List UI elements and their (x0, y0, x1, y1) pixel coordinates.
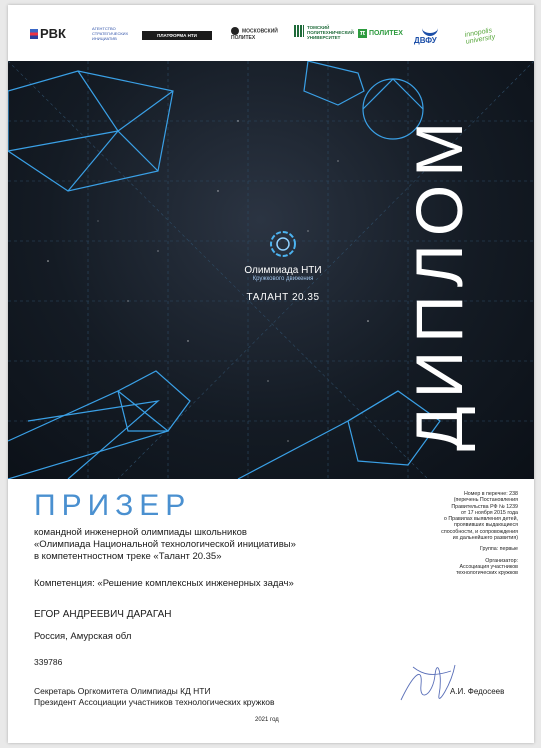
tpu-logo (294, 25, 356, 40)
side-info-org: технологических кружков (456, 570, 518, 577)
award-line-2: «Олимпиада Национальной технологической инициативы» (34, 539, 296, 550)
side-info-org-label: Организатор: (485, 557, 518, 564)
diploma-title: ДИПЛОМ (402, 113, 476, 451)
award-line-3: в компетентностном треке «Талант 20.35» (34, 551, 222, 562)
innopolis-logo: innopolis university (464, 27, 496, 46)
signature-line-2: Президент Ассоциации участников технологических кружков (34, 697, 275, 707)
side-info-line: от 17 ноября 2015 года (460, 509, 518, 516)
circle-icon (231, 27, 239, 35)
mospolytech-logo-text: МОСКОВСКИЙ ПОЛИТЕХ (231, 28, 278, 41)
diploma-page (8, 5, 534, 743)
polytech-logo (358, 29, 403, 38)
mospolytech-logo (231, 27, 291, 41)
rvk-logo (30, 27, 66, 40)
side-info-line: Правительства РФ № 1239 (451, 503, 518, 510)
pi-icon: π (359, 30, 366, 37)
logo-bar (8, 5, 534, 61)
track-name: ТАЛАНТ 20.35 (246, 292, 320, 303)
award-line-1: командной инженерной олимпиады школьников (34, 527, 247, 538)
side-info-line: проявивших выдающиеся (454, 522, 518, 529)
olympiad-name: Олимпиада НТИ (244, 265, 322, 276)
dvfu-logo-text: ДВФУ (414, 36, 437, 45)
geometric-shapes (8, 61, 440, 479)
side-info-line: их дальнейшего развития) (452, 535, 518, 542)
tpu-emblem-icon (294, 25, 304, 37)
award-status: ПРИЗЕР (34, 489, 192, 522)
competence: Компетенция: «Решение комплексных инженерных задач» (34, 578, 294, 589)
issue-year: 2021 год (255, 717, 279, 723)
flag-icon (30, 29, 38, 39)
side-info-group: Группа: первые (479, 546, 518, 553)
side-info-line: способности, и сопровождения (441, 528, 518, 535)
rvk-logo-text: РВК (40, 26, 66, 41)
side-info (441, 491, 518, 577)
recipient-id: 339786 (34, 657, 63, 667)
wave-icon (422, 23, 438, 36)
side-info-line: Номер в перечне: 238 (463, 491, 518, 497)
hero-banner (8, 61, 534, 479)
signer-name: А.И. Федосеев (450, 687, 505, 696)
asi-logo: АГЕНТСТВО СТРАТЕГИЧЕСКИХ ИНИЦИАТИВ (92, 26, 129, 41)
dvfu-logo (414, 23, 454, 45)
recipient-name: ЕГОР АНДРЕЕВИЧ ДАРАГАН (34, 609, 172, 620)
side-info-line: о Правилах выявления детей, (443, 516, 518, 523)
side-info-org: Ассоциация участников (459, 563, 518, 570)
nti-platform-logo: ПЛАТФОРМА НТИ (142, 31, 212, 40)
olympiad-subtitle: Кружкового движения (252, 276, 314, 282)
side-info-line: (перечень Постановления (453, 497, 518, 504)
nti-emblem-icon (271, 232, 295, 256)
handwritten-signature (393, 645, 463, 715)
recipient-region: Россия, Амурская обл (34, 631, 132, 642)
polytech-logo-text: ПОЛИТЕХ (369, 30, 403, 37)
tpu-logo-text: ТОМСКИЙ ПОЛИТЕХНИЧЕСКИЙ УНИВЕРСИТЕТ (307, 25, 354, 40)
signature-line-1: Секретарь Оргкомитета Олимпиады КД НТИ (34, 686, 211, 696)
